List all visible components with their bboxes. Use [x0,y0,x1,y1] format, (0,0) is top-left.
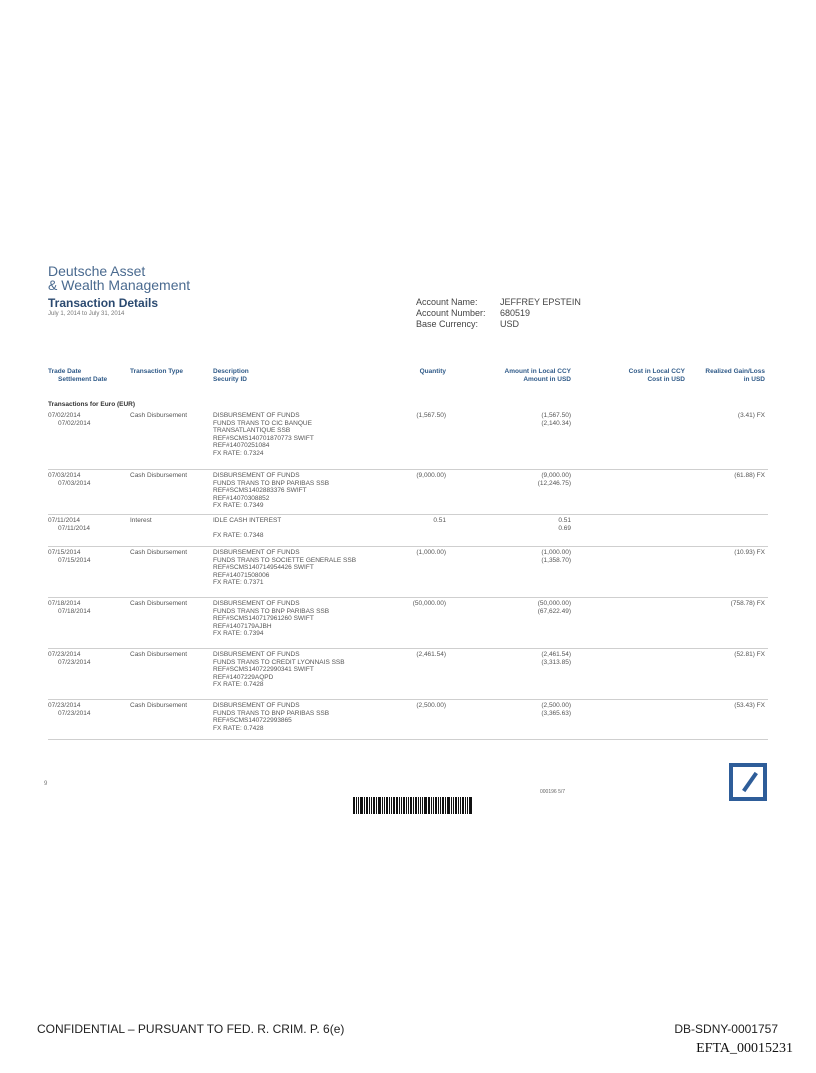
date-cell [48,651,128,666]
transaction-type: Cash Disbursement [130,651,188,658]
header-cost-local-label: Cost in Local CCY [628,368,685,375]
statement-period: July 1, 2014 to July 31, 2014 [48,311,125,317]
account-number-label: Account Number: [416,308,486,318]
header-settlement-date-label: Settlement Date [58,376,108,383]
amount-usd: (3,313.85) [541,658,571,666]
amount-usd: (3,365.63) [541,709,571,717]
amount-cell [488,549,571,564]
description-line: REF#SCMS140717961260 SWIFT [213,615,314,623]
description-line: FUNDS TRANS TO BNP PARIBAS SSB [213,479,330,487]
section-title: Transactions for Euro (EUR) [48,401,136,408]
table-row [48,515,768,547]
amount-cell [488,412,571,427]
trade-date: 07/23/2014 [48,702,81,709]
amount-cell [488,472,571,487]
description-line: FUNDS TRANS TO BNP PARIBAS SSB [213,709,330,717]
transactions-table [48,410,768,740]
header-security-id-label: Security ID [213,376,247,383]
transaction-type: Cash Disbursement [130,600,188,607]
account-name: JEFFREY EPSTEIN [500,297,581,307]
trade-date: 07/02/2014 [48,412,81,419]
header-amount-local-label: Amount in Local CCY [504,368,571,375]
description-line: REF#14071508006 [213,571,270,579]
brand-line-2: & Wealth Management [48,277,191,293]
amount-local: (2,461.54) [541,651,571,658]
table-row [48,649,768,700]
table-row [48,410,768,470]
realized-gain-loss: (53.43) FX [734,702,765,709]
amount-local: (9,000.00) [541,472,571,479]
description-line: FX RATE: 0.7348 [213,532,264,540]
efta-number: EFTA_00015231 [696,1041,793,1056]
description-line: REF#SCMS1402883376 SWIFT [213,487,307,495]
header-cost-usd-label: Cost in USD [647,376,685,383]
settlement-date: 07/02/2014 [58,419,91,427]
description-line: REF#14070308852 [213,494,270,502]
date-cell [48,549,128,564]
trade-date: 07/18/2014 [48,600,81,607]
confidential-notice: CONFIDENTIAL – PURSUANT TO FED. R. CRIM. P. 6(e) [37,1022,345,1036]
amount-local: (1,000.00) [541,549,571,556]
quantity: (9,000.00) [416,472,446,479]
base-currency-label: Base Currency: [416,319,479,329]
page-number: 9 [44,781,48,787]
description-line: REF#SCMS140701870773 SWIFT [213,434,314,442]
date-cell [48,600,128,615]
header-gain-loss-label: Realized Gain/Loss [705,368,765,375]
quantity: 0.51 [433,517,446,524]
description-line: FUNDS TRANS TO CIC BANQUE [213,419,312,427]
trade-date: 07/15/2014 [48,549,81,556]
description-line: REF#SCMS140714954426 SWIFT [213,564,314,572]
table-row [48,547,768,598]
realized-gain-loss: (3.41) FX [737,412,765,419]
description-line: FX RATE: 0.7428 [213,724,264,732]
description-line: FUNDS TRANS TO SOCIETTE GENERALE SSB [213,556,357,564]
header-trade-date-label: Trade Date [48,368,82,375]
description-line: DISBURSEMENT OF FUNDS [213,651,300,658]
amount-usd: (12,246.75) [537,479,571,487]
bates-number: DB-SDNY-0001757 [674,1022,778,1036]
date-cell [48,517,128,532]
transaction-type: Cash Disbursement [130,472,188,479]
trade-date: 07/03/2014 [48,472,81,479]
description-line: DISBURSEMENT OF FUNDS [213,412,300,419]
amount-usd: 0.69 [558,524,571,532]
description-line: DISBURSEMENT OF FUNDS [213,472,300,479]
date-cell [48,702,128,717]
description-line: REF#1407229AQPD [213,673,274,681]
amount-usd: (2,140.34) [541,419,571,427]
transaction-type: Cash Disbursement [130,412,188,419]
date-cell [48,412,128,427]
realized-gain-loss: (61.88) FX [734,472,765,479]
description-line: FUNDS TRANS TO CREDIT LYONNAIS SSB [213,658,345,666]
header-gain-loss [690,368,765,384]
trade-date: 07/23/2014 [48,651,81,658]
description-line: REF#SCMS140722990341 SWIFT [213,666,314,674]
quantity: (2,461.54) [416,651,446,658]
header-trade-date [48,368,128,384]
amount-cell [488,600,571,615]
quantity: (1,000.00) [416,549,446,556]
date-cell [48,472,128,487]
header-amount [480,368,571,384]
amount-local: (1,567.50) [541,412,571,419]
settlement-date: 07/03/2014 [58,479,91,487]
description-line: IDLE CASH INTEREST [213,517,282,524]
amount-usd: (1,358.70) [541,556,571,564]
amount-local: (2,500.00) [541,702,571,709]
header-gain-loss-unit: in USD [743,376,765,383]
settlement-date: 07/23/2014 [58,658,91,666]
brand-line-1: Deutsche Asset [48,263,146,279]
header-quantity: Quantity [419,368,446,375]
description-line: FX RATE: 0.7371 [213,579,264,587]
table-row [48,598,768,649]
transaction-type: Interest [130,517,152,524]
header-transaction-type: Transaction Type [130,368,183,375]
realized-gain-loss: (52.81) FX [734,651,765,658]
description-line: REF#SCMS140722993865 [213,717,292,725]
description-line: FX RATE: 0.7349 [213,502,264,510]
description-line: FUNDS TRANS TO BNP PARIBAS SSB [213,607,330,615]
amount-cell [488,702,571,717]
amount-cell [488,651,571,666]
quantity: (1,567.50) [416,412,446,419]
account-name-label: Account Name: [416,297,478,307]
realized-gain-loss: (758.78) FX [730,600,765,607]
settlement-date: 07/23/2014 [58,709,91,717]
description-line: REF#14070251084 [213,442,270,450]
base-currency: USD [500,319,520,329]
transaction-type: Cash Disbursement [130,702,188,709]
description-line [213,525,433,533]
amount-local: (50,000.00) [537,600,571,607]
description-line: FX RATE: 0.7428 [213,681,264,689]
deutsche-bank-logo-icon [729,763,767,801]
brand-name [48,264,190,292]
amount-cell [488,517,571,532]
account-info [416,297,581,330]
amount-usd: (67,622.49) [537,607,571,615]
description-line: FX RATE: 0.7394 [213,630,264,638]
description-line: TRANSATLANTIQUE SSB [213,427,291,435]
description-line: REF#1407179AJBH [213,622,272,630]
page-title: Transaction Details [48,296,159,310]
settlement-date: 07/15/2014 [58,556,91,564]
quantity: (50,000.00) [412,600,446,607]
account-number: 680519 [500,308,531,318]
transaction-type: Cash Disbursement [130,549,188,556]
trade-date: 07/11/2014 [48,517,81,524]
settlement-date: 07/18/2014 [58,607,91,615]
description-line: DISBURSEMENT OF FUNDS [213,549,300,556]
realized-gain-loss: (10.93) FX [734,549,765,556]
table-row [48,700,768,740]
barcode-graphic [353,797,473,814]
header-amount-usd-label: Amount in USD [523,376,571,383]
description-line: DISBURSEMENT OF FUNDS [213,702,300,709]
description-line: DISBURSEMENT OF FUNDS [213,600,300,607]
description-line: FX RATE: 0.7324 [213,449,264,457]
header-cost [600,368,685,384]
table-row [48,470,768,515]
header-description [213,368,249,384]
amount-local: 0.51 [558,517,571,524]
settlement-date: 07/11/2014 [58,524,91,532]
document-reference: 000196 5/7 [540,789,566,795]
quantity: (2,500.00) [416,702,446,709]
header-description-label: Description [213,368,249,375]
